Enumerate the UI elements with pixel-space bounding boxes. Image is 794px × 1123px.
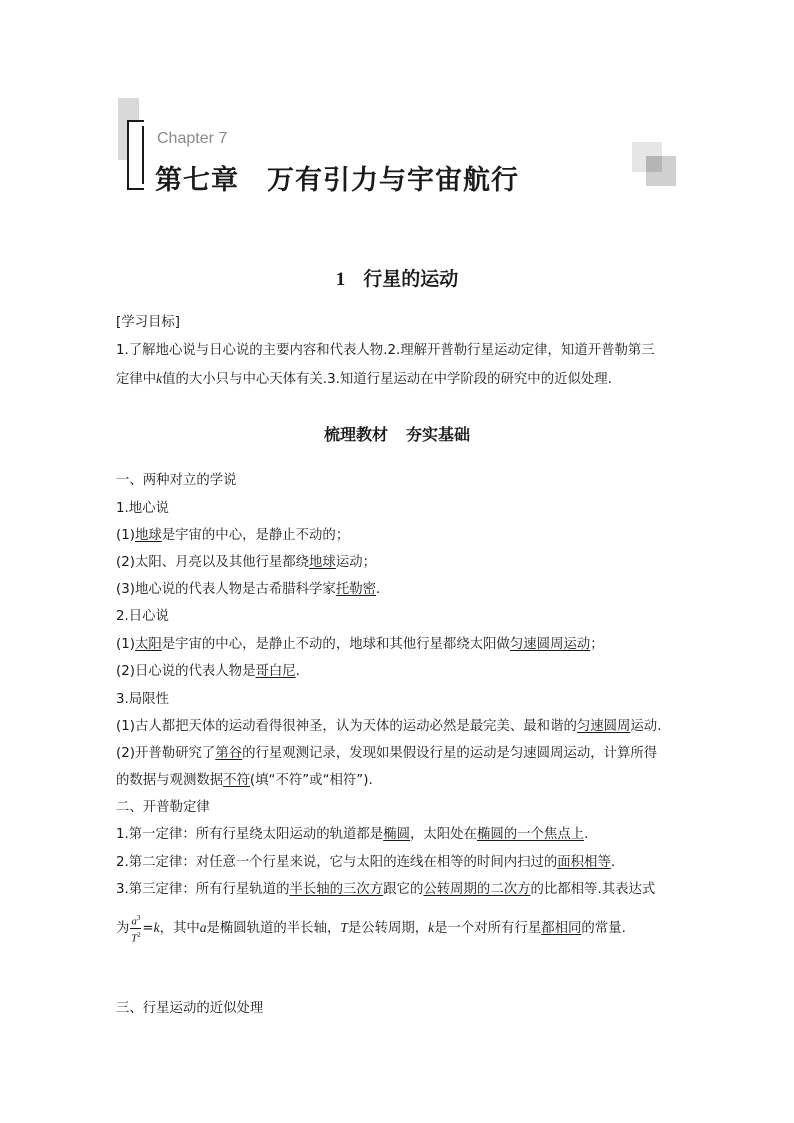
list-item: (1)古人都把天体的运动看得很神圣，认为天体的运动必然是最完美、最和谐的匀速圆周运动. — [116, 719, 662, 734]
part3-heading: 三、行星运动的近似处理 — [116, 1001, 264, 1016]
subsection-title: 梳理教材 夯实基础 — [323, 425, 471, 444]
part2-heading: 二、开普勒定律 — [116, 800, 210, 815]
goals-heading: [学习目标] — [116, 315, 181, 330]
section-number: 1 — [335, 269, 346, 290]
part1-heading: 一、两种对立的学说 — [116, 473, 237, 488]
formula-fraction: $\frac{a^3}{T^2}$ — [131, 914, 141, 945]
chapter-number: 第七章 — [155, 165, 239, 196]
list-item: (2)日心说的代表人物是哥白尼. — [116, 664, 300, 679]
goals-line: 1.了解地心说与日心说的主要内容和代表人物.2.理解开普勒行星运动定律，知道开普勒第三 — [116, 343, 655, 358]
list-item: (3)地心说的代表人物是古希腊科学家托勒密. — [116, 582, 381, 597]
law-item: 2.第二定律：对任意一个行星来说，它与太阳的连线在相等的时间内扫过的面积相等. — [116, 855, 616, 870]
corner-square-decoration — [646, 156, 662, 172]
geocentric-heading: 1.地心说 — [116, 501, 169, 516]
list-item: (2)开普勒研究了第谷的行星观测记录，发现如果假设行星的运动是匀速圆周运动，计算所得 — [116, 746, 658, 761]
list-item: 的数据与观测数据不符(填“不符”或“相符”). — [116, 773, 373, 788]
goals-line: 定律中k值的大小只与中心天体有关.3.知道行星运动在中学阶段的研究中的近似处理. — [116, 371, 612, 387]
law-formula-line: 为 $\frac{a^3}{T^2}$ =k，其中a是椭圆轨道的半长轴，T是公转周期，k是一个对所有行星都相同的常量. — [116, 914, 626, 945]
list-item: (1)太阳是宇宙的中心，是静止不动的，地球和其他行星都绕太阳做匀速圆周运动； — [116, 637, 604, 652]
law-item: 1.第一定律：所有行星绕太阳运动的轨道都是椭圆，太阳处在椭圆的一个焦点上. — [116, 827, 589, 842]
chapter-name: 万有引力与宇宙航行 — [267, 165, 519, 196]
chapter-label-en: Chapter 7 — [157, 130, 228, 147]
heliocentric-heading: 2.日心说 — [116, 609, 169, 624]
section-name: 行星的运动 — [363, 268, 459, 290]
law-item: 3.第三定律：所有行星轨道的半长轴的三次方跟它的公转周期的二次方的比都相等.其表达式 — [116, 882, 656, 897]
limitations-heading: 3.局限性 — [116, 692, 169, 707]
chapter-decoration-inner — [133, 126, 144, 184]
section-title — [0, 264, 794, 291]
list-item: (1)地球是宇宙的中心，是静止不动的； — [116, 528, 350, 543]
list-item: (2)太阳、月亮以及其他行星都绕地球运动； — [116, 555, 376, 570]
chapter-title — [155, 158, 519, 197]
